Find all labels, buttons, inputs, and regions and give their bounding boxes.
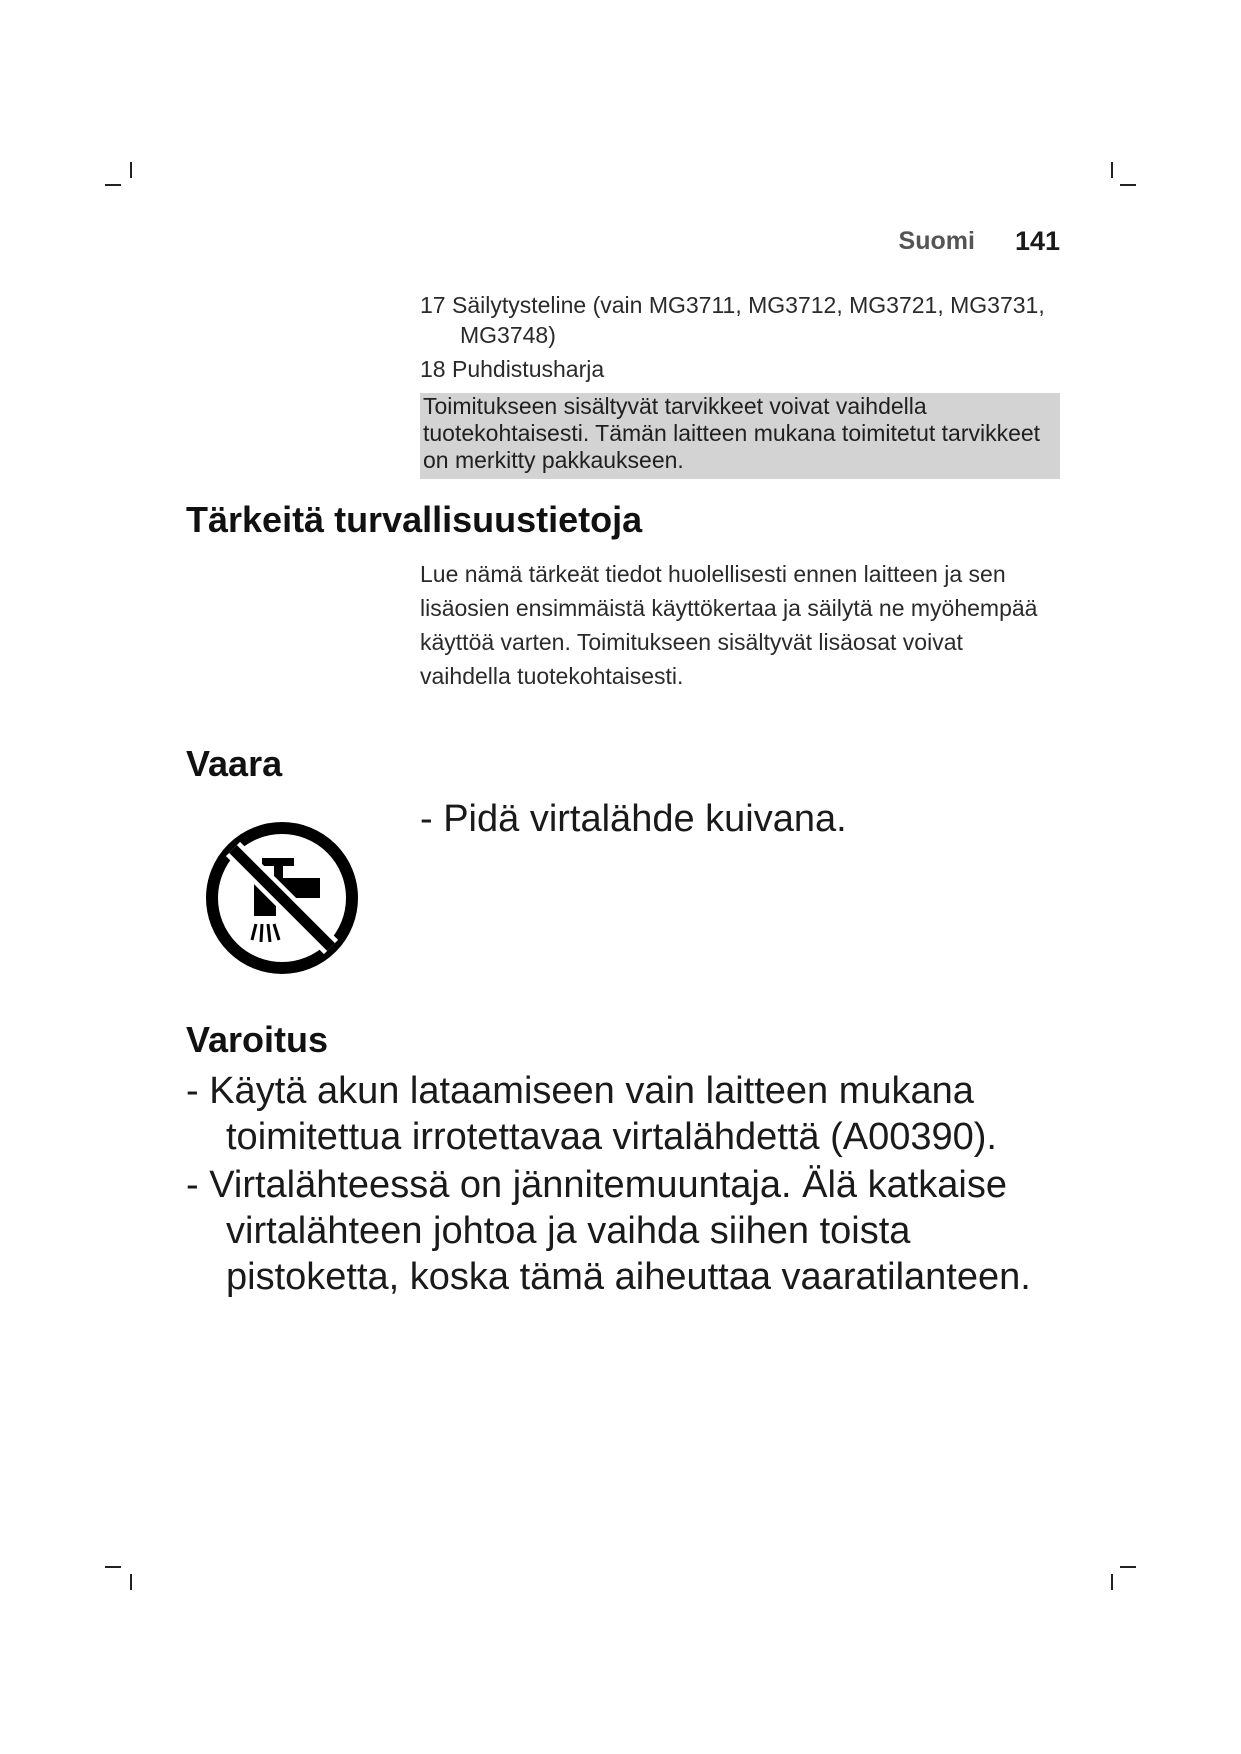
crop-mark-top-right-h <box>1120 184 1136 186</box>
crop-mark-bottom-left-v <box>130 1574 132 1590</box>
safety-title: Tärkeitä turvallisuustietoja <box>186 499 643 540</box>
warning-item-1: - Käytä akun lataamiseen vain laitteen mukana toimitettua irrotettavaa virtalähdettä (A00390). <box>186 1070 997 1158</box>
danger-title: Vaara <box>186 743 283 784</box>
safety-intro: Lue nämä tärkeät tiedot huolellisesti ennen laitteen ja sen lisäosien ensimmäistä käyttökertaa ja säilytä ne myöhempää käyttöä varten. Toimitukseen sisältyvät lisäosat voivat vaihdella tuotekohtaisesti. <box>420 561 1038 689</box>
no-water-icon <box>204 820 360 976</box>
accessories-note: Toimitukseen sisältyvät tarvikkeet voivat vaihdella tuotekohtaisesti. Tämän laitteen mukana toimitetut tarvikkeet on merkitty pakkaukseen. <box>420 393 1060 479</box>
header-language: Suomi <box>898 226 975 255</box>
crop-mark-top-left-v <box>130 162 132 178</box>
crop-mark-bottom-left-h <box>105 1566 121 1568</box>
parts-list <box>420 290 1060 388</box>
danger-item: - Pidä virtalähde kuivana. <box>420 798 847 840</box>
warning-item-2: - Virtalähteessä on jännitemuuntaja. Älä katkaise virtalähteen johtoa ja vaihda siihen toista pistoketta, koska tämä aiheuttaa vaaratilanteen. <box>186 1164 1031 1298</box>
warning-title: Varoitus <box>186 1019 329 1060</box>
crop-mark-bottom-right-h <box>1120 1566 1136 1568</box>
crop-mark-top-right-v <box>1111 162 1113 178</box>
crop-mark-top-left-h <box>105 184 121 186</box>
crop-mark-bottom-right-v <box>1111 1574 1113 1590</box>
part-item-17: 17 Säilytysteline (vain MG3711, MG3712, MG3721, MG3731, MG3748) <box>420 292 1045 348</box>
page-number: 141 <box>1014 225 1060 256</box>
running-header <box>880 224 1060 258</box>
part-item-18: 18 Puhdistusharja <box>420 356 605 382</box>
warning-list <box>186 1068 1066 1302</box>
